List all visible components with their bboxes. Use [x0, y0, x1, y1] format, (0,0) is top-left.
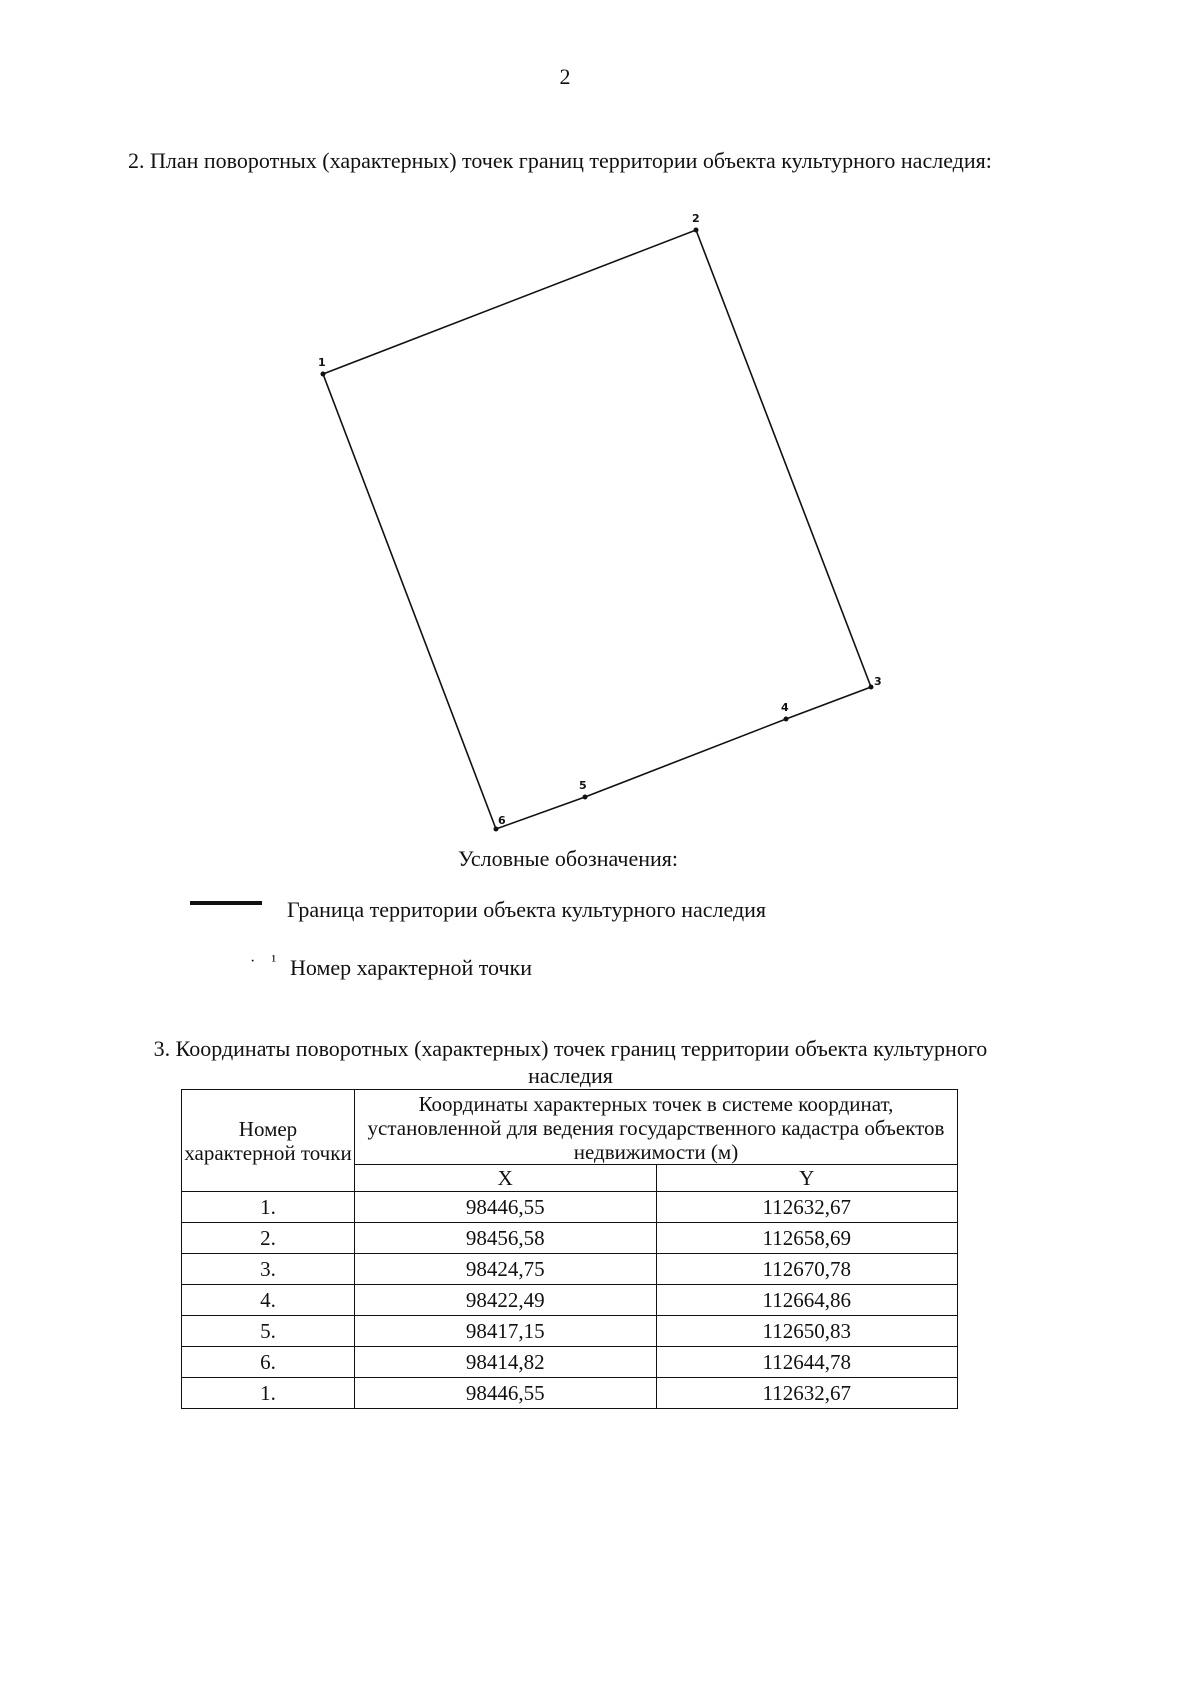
table-row	[182, 1285, 958, 1316]
point-label-1: 1	[318, 356, 326, 369]
cell-x: 98422,49	[355, 1285, 657, 1316]
cell-number: 6.	[182, 1347, 355, 1378]
page-number: 2	[559, 64, 571, 89]
section-2-heading: 2. План поворотных (характерных) точек границ территории объекта культурного наследия:	[128, 148, 992, 173]
coordinates-table	[181, 1089, 958, 1409]
cell-number: 1.	[182, 1378, 355, 1409]
cell-x: 98424,75	[355, 1254, 657, 1285]
legend-title: Условные обозначения:	[457, 846, 679, 871]
cell-y: 112650,83	[656, 1316, 958, 1347]
legend-boundary-label: Граница территории объекта культурного наследия	[287, 897, 767, 922]
cell-x: 98417,15	[355, 1316, 657, 1347]
cell-y: 112670,78	[656, 1254, 958, 1285]
point-label-4: 4	[781, 701, 789, 714]
cell-y: 112664,86	[656, 1285, 958, 1316]
cell-number: 3.	[182, 1254, 355, 1285]
cell-x: 98446,55	[355, 1378, 657, 1409]
legend-point-symbol: · ¹	[250, 953, 283, 970]
header-point-number: Номер характерной точки	[182, 1090, 355, 1192]
table-row	[182, 1378, 958, 1409]
cell-y: 112658,69	[656, 1223, 958, 1254]
cell-number: 5.	[182, 1316, 355, 1347]
cell-x: 98414,82	[355, 1347, 657, 1378]
cell-y: 112632,67	[656, 1192, 958, 1223]
cell-x: 98446,55	[355, 1192, 657, 1223]
point-label-5: 5	[579, 779, 587, 792]
point-marker-2	[694, 228, 699, 233]
boundary-polygon	[323, 230, 871, 829]
table-row	[182, 1254, 958, 1285]
header-x: X	[355, 1165, 657, 1192]
cell-y: 112632,67	[656, 1378, 958, 1409]
point-marker-6	[494, 827, 499, 832]
cell-x: 98456,58	[355, 1223, 657, 1254]
table-row	[182, 1223, 958, 1254]
point-marker-4	[784, 717, 789, 722]
point-label-2: 2	[692, 212, 700, 225]
cell-number: 1.	[182, 1192, 355, 1223]
point-label-6: 6	[498, 814, 506, 827]
legend-boundary-line	[190, 901, 262, 905]
table-row	[182, 1192, 958, 1223]
cell-y: 112644,78	[656, 1347, 958, 1378]
table-row	[182, 1347, 958, 1378]
cell-number: 4.	[182, 1285, 355, 1316]
cell-number: 2.	[182, 1223, 355, 1254]
table-row	[182, 1316, 958, 1347]
header-coordinates: Координаты характерных точек в системе координат, установленной для ведения государственного кадастра объектов недвижимости (м)	[355, 1090, 958, 1165]
header-y: Y	[656, 1165, 958, 1192]
table-header-row	[182, 1090, 958, 1165]
point-marker-5	[583, 795, 588, 800]
section-3-heading: 3. Координаты поворотных (характерных) точек границ территории объекта культурного наследия	[153, 1036, 988, 1088]
legend-point-label: Номер характерной точки	[290, 955, 532, 980]
point-label-3: 3	[874, 675, 882, 688]
point-marker-3	[869, 685, 874, 690]
point-marker-1	[321, 372, 326, 377]
